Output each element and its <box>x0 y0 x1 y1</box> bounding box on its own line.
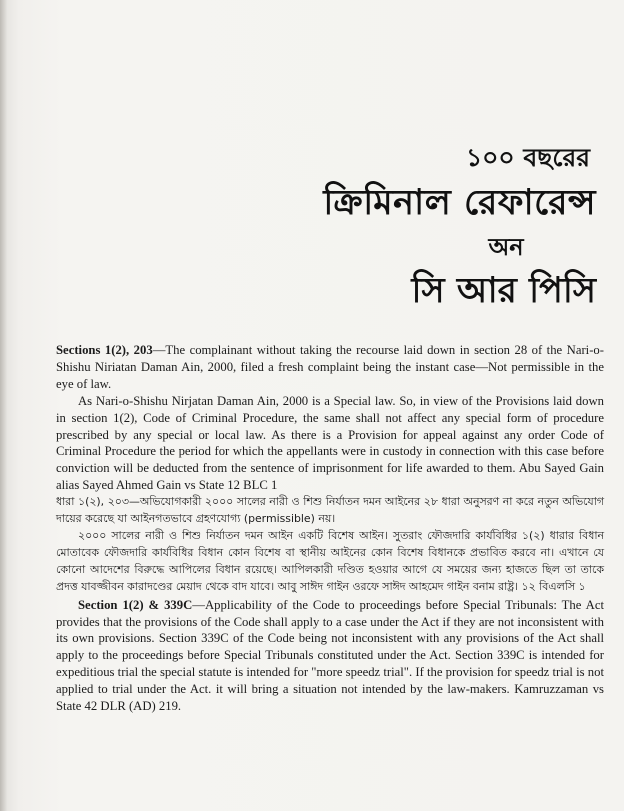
entry-1-summary <box>56 342 604 393</box>
title-line-1: ১০০ বছরের <box>465 143 590 172</box>
chapter-title-block <box>266 138 596 316</box>
entry-1-bn-summary <box>56 494 604 528</box>
entry-1-bn-body: ২০০০ সালের নারী ও শিশু নির্যাতন দমন আইন একটি বিশেষ আইন। সুতরাং ফৌজদারি কার্যবিধির ১(২) ধারার বিধান মোতাবেক ফৌজদারি কার্যবিধির বিধান কোন বিশেষ বা স্থানীয় আইনের কোন বিশেষ বিধানকে প্রভাবিত করবে না। এখানে যে কোনো আদেশের বিরুদ্ধে আপিলের বিধান রয়েছে। আপিলকারী দণ্ডিত হওয়ার আগে যে সময়ের জন্য হাজতে ছিল তা তাকে প্রদত্ত যাবজ্জীবন কারাদণ্ডের মেয়াদ থেকে বাদ যাবে। আবু সাঈদ গাইন ওরফে সাঈদ আহমেদ গাইন বনাম রাষ্ট্র। ১২ বিএলসি ১ <box>56 528 604 593</box>
entry-1-bn-heading: ধারা ১(২), ২০৩ <box>56 495 129 509</box>
entry-1-summary-text: —The complainant without taking the recourse laid down in section 28 of the Nari-o-Shishu Niriatan Daman Ain, 2000, filed a fresh complaint being the instant case—Not permissible in the eye of law. <box>56 343 604 391</box>
entry-1-heading: Sections 1(2), 203 <box>56 343 153 357</box>
entry-1-bn-summary-text: —অভিযোগকারী ২০০০ সালের নারী ও শিশু নির্যাতন দমন আইনের ২৮ ধারা অনুসরণ না করে নতুন অভিযোগ দায়ের করেছে যা আইনগতভাবে গ্রহণযোগ্য (permissible) নয়। <box>56 495 605 526</box>
title-line-4: সি আর পিসি <box>411 271 596 311</box>
entry-2-summary-text: —Applicability of the Code to proceedings before Special Tribunals: The Act provides that the provisions of the Code shall apply to a case under the Act if they are not inconsistent with its own provisions. Section 339C of the Code being not inconsistent with any provisions of the Act shall apply to the proceedings before Special Tribunals constituted under the Act. Section 339C is intended for expeditious trial the special statute is intended for "more speedz trial". If the provision for speedz trial is not applied to trial under the Act. it will bring a situation not intended by the law-makers. Kamruzzaman vs State 42 DLR (AD) 219. <box>56 597 604 714</box>
entry-2-summary <box>56 597 604 715</box>
book-spine <box>0 0 7 811</box>
title-line-2: ক্রিমিনাল রেফারেন্স <box>323 183 596 223</box>
entry-2-heading: Section 1(2) & 339C <box>78 597 193 612</box>
body-text <box>56 342 604 715</box>
entry-1-body: As Nari-o-Shishu Nirjatan Daman Ain, 2000 is a Special law. So, in view of the Provisions laid down in section 1(2), Code of Criminal Procedure, the same shall not affect any special form of procedure prescribed by any special or local law. As there is a Provision for appeal against any order Code of Criminal Procedure the period for which the appellants were in custody in connection with this case before conviction will be deducted from the sentence of imprisonment for life awarded to them. Abu Sayed Gain alias Sayed Ahmed Gain vs State 12 BLC 1 <box>56 393 604 493</box>
title-line-3: অন <box>488 233 524 261</box>
